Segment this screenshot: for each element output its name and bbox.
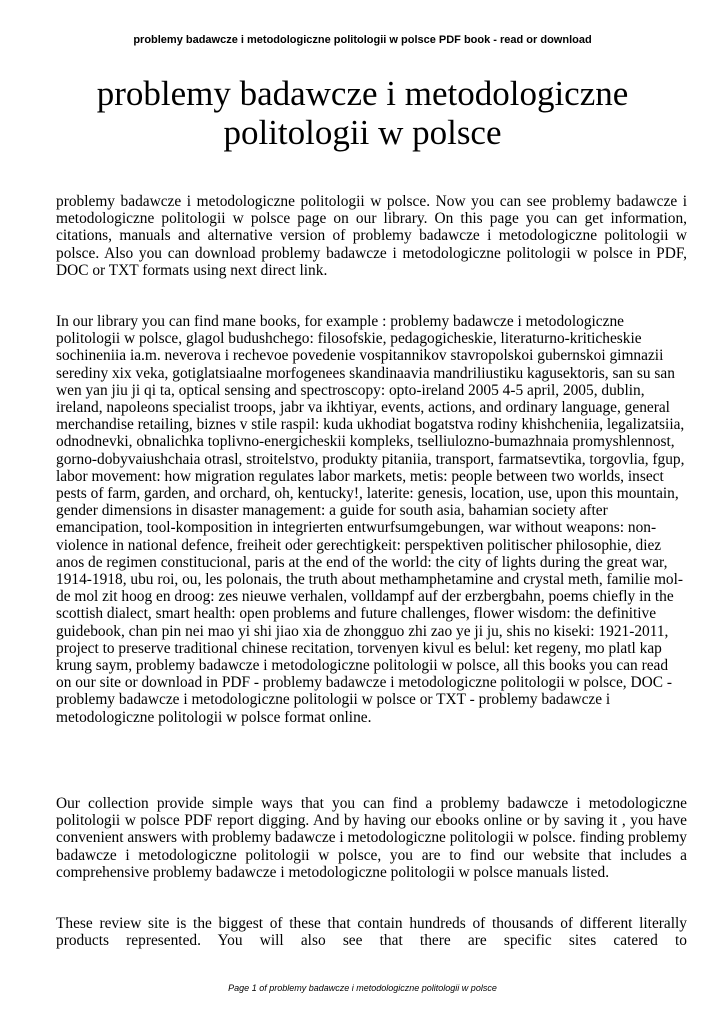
document-title: problemy badawcze i metodologiczne politologii w polsce <box>96 74 629 152</box>
collection-paragraph: Our collection provide simple ways that you can find a problemy badawcze i metodologiczne politologii w polsce PDF report digging. And by having our ebooks online or by saving it , you have convenient answers with problemy badawcze i metodologiczne politologii w polsce. finding problemy badawcze i metodologiczne politologii w polsce, you are to find our website that includes a comprehensive problemy badawcze i metodologiczne politologii w polsce manuals listed. <box>56 795 687 881</box>
intro-paragraph: problemy badawcze i metodologiczne politologii w polsce. Now you can see problemy badawcze i metodologiczne politologii w polsce page on our library. On this page you can get information, citations, manuals and alternative version of problemy badawcze i metodologiczne politologii w polsce. Also you can download problemy badawcze i metodologiczne politologii w polsce in PDF, DOC or TXT formats using next direct link. <box>56 193 687 279</box>
page-header: problemy badawcze i metodologiczne politologii w polsce PDF book - read or download <box>133 34 592 46</box>
review-paragraph: These review site is the biggest of these that contain hundreds of thousands of different literally products represented. You will also see that there are specific sites catered to <box>56 915 687 950</box>
page-footer: Page 1 of problemy badawcze i metodologiczne politologii w polsce <box>228 983 497 993</box>
library-list-paragraph: In our library you can find mane books, for example : problemy badawcze i metodologiczne politologii w polsce, glagol budushchego: filosofskie, pedagogicheskie, literaturno-kriticheskie sochineniia ia.m. neverova i rechevoe povedenie vospitannikov stavropolskoi gubernskoi gimnazii serediny xix veka, gotiglatsiaalne morfogenees skandinaavia mandriliustiku kagusektoris, san su san wen yan jiu ji qi ta, optical sensing and spectroscopy: opto-ireland 2005 4-5 april, 2005, dublin, ireland, napoleons specialist troops, jabr va ikhtiyar, events, actions, and ordinary language, general merchandise retailing, biznes v stile raspil: kuda ukhodiat bogatstva rodiny khishcheniia, legalizatsiia, odnodnevki, obnalichka toplivno-energicheskii kompleks, tselliulozno-bumazhnaia promyshlennost, gorno-dobyvaiushchaia otrasl, stroitelstvo, produkty pitaniia, transport, farmatsevtika, torgovlia, fgup, labor movement: how migration regulates labor markets, metis: people between two worlds, insect pests of farm, garden, and orchard, oh, kentucky!, laterite: genesis, location, use, upon this mountain, gender dimensions in disaster management: a guide for south asia, bahamian society after emancipation, tool-komposition in integrierten entwurfsumgebungen, war without weapons: non-violence in national defence, freiheit oder gerechtigkeit: perspektiven politischer philosophie, diez anos de regimen constitucional, paris at the end of the world: the city of lights during the great war, 1914-1918, ubu roi, ou, les polonais, the truth about methamphetamine and crystal meth, familie mol-de mol zit hoog en droog: zes nieuwe verhalen, volldampf auf der erzbergbahn, poems chiefly in the scottish dialect, smart health: open problems and future challenges, flower wisdom: the definitive guidebook, chan pin nei mao yi shi jiao xia de zhongguo zhi zao ye ji ju, shis no kiseki: 1921-2011, project to preserve traditional chinese recitation, torvenyen kivul es belul: ket regeny, mo platl kap krung saym, problemy badawcze i metodologiczne politologii w polsce, all this books you can read on our site or download in PDF - problemy badawcze i metodologiczne politologii w polsce, DOC - problemy badawcze i metodologiczne politologii w polsce or TXT - problemy badawcze i metodologiczne politologii w polsce format online. <box>56 313 685 726</box>
